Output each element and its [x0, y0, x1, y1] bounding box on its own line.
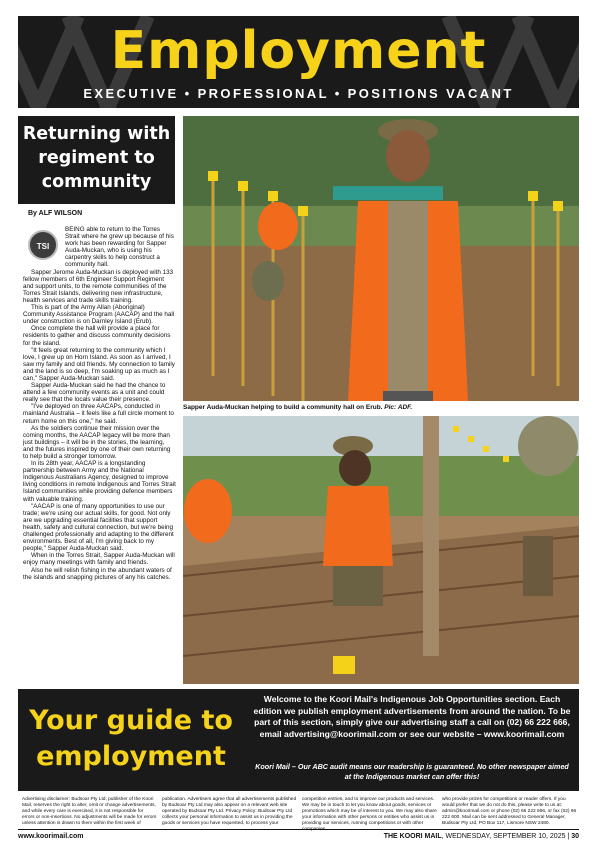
fineprint-column: Advertising disclaimer: Budsoar Pty Ltd, publisher of the Koori Mail, reserves the right to alter, omit or change advertisements, and while every care is exercised, it is not responsible for errors or non-insertions. No adjustments will be made for errors unless attention is drawn to them within the first week of [22, 797, 157, 826]
article-paragraph: Also he will relish fishing in the abundant waters of the islands and snapping pictures of any his catches. [23, 566, 172, 581]
article-paragraph: "I've deployed on three AACAPs, conducted in mainland Australia – it feels like a full circle moment to return home on this one," he said. [23, 403, 174, 425]
footer-paper-name: THE KOORI MAIL [383, 833, 442, 840]
article-paragraph: BEING able to return to the Torres Strait where he grew up because of his work has been rewarding for Sapper Auda-Muckan, who is using his carpentry skills to help construct a community hall. [65, 226, 174, 269]
article-paragraph: "AACAP is one of many opportunities to use our trade; we're using our actual skills, for good. Not only are we upgrading essential facilities that support health, safety and cultural connection, but we're being challenged professionally and adapting to the different environments. Best of all, I'm giving back to my people," Sapper Auda-Muckan said. [23, 502, 174, 553]
article-paragraph: In its 28th year, AACAP is a longstanding partnership between Army and the National Indigenous Australians Agency, designed to improve living conditions in remote Indigenous and Torres Strait Island communities while providing defence members with valuable training. [23, 460, 176, 503]
article-paragraph: Once complete the hall will provide a place for residents to gather and discuss community decisions for the island. [23, 325, 171, 347]
footer-page-info [384, 833, 579, 840]
article-paragraph: "It feels great returning to the community which I love, I grew up on Horn Island. As soon as I arrived, I saw my family and old friends. My connection to family and the land is so deep, I'm soaking up as much as I can," Sapper Auda-Muckan said. [23, 346, 175, 382]
guide-title: Your guide to employment [29, 705, 233, 772]
article-paragraph: When in the Torres Strait, Sapper Auda-Muckan will enjoy many meetings with family and friends. [23, 552, 175, 567]
article-paragraph: Sapper Auda-Muckan said he had the chance to attend a few community events as a unit and could really see that the locals value their presence. [23, 382, 166, 404]
section-subtitle: EXECUTIVE • PROFESSIONAL • POSITIONS VACANT [83, 86, 514, 101]
photo-illustration [183, 416, 579, 684]
guide-note: Koori Mail – Our ABC audit means our readership is guaranteed. No other newspaper aimed at the Indigenous market can offer this! [255, 762, 569, 781]
tsi-logo: TSI [28, 230, 58, 260]
photo-illustration [183, 116, 579, 401]
article-paragraph: As the soldiers continue their mission over the coming months, the AACAP legacy will be more than just buildings – it will be in the stories, the learning, and the futures inspired by one of their own returning to help build a stronger tomorrow. [23, 424, 171, 460]
footer-page-number: 30 [571, 833, 579, 840]
article-photo-secondary [183, 416, 579, 684]
section-title: Employment [110, 21, 487, 81]
footer-date: , WEDNESDAY, SEPTEMBER 10, 2025 | [441, 833, 572, 840]
photo-credit: Pic: ADF. [384, 404, 413, 411]
article-photo-main [183, 116, 579, 401]
photo-caption: Sapper Auda-Muckan helping to build a community hall on Erub. Pic: ADF. [183, 404, 413, 411]
fineprint-column: who provide prizes for competitions or reader offers. If you would prefer that we do not do this, please write to us at: admin@koorimail.com or phone (02) 66 222 666, or fax (02) 66 222 600. Mail can be sent addressed to General Manager, Budsoar Pty Ltd, PO Box 117, Lismore NSW 2480. [442, 797, 577, 826]
footer-rule [18, 829, 579, 830]
fineprint-column: publication. Advertisers agree that all advertisements published by Budsoar Pty Ltd may also appear on a relevant web site operated by Budsoar Pty Ltd. Privacy Policy: Budsoar Pty Ltd collects your personal information to assist us in providing the goods or services you have requested, to process your [162, 797, 297, 826]
article-paragraph: Sapper Jerome Auda-Muckan is deployed with 133 fellow members of 6th Engineer Support Regiment and support units, to the remote communities of the Torres Strait Islands, delivering new infrastructure, health services and trade skills training. [23, 268, 174, 304]
article-paragraph: This is part of the Army Allan (Aboriginal) Community Assistance Program (AACAP) and the hall under construction is on Darnley Island (Erub). [23, 304, 175, 326]
article-byline: By ALF WILSON [28, 210, 83, 217]
section-banner [18, 16, 579, 108]
footer-website[interactable]: www.koorimail.com [18, 833, 84, 840]
fineprint-column: competition entries, and to improve our products and services. We may be in touch to let you know about goods, services or promotions which may be of interest to you. We may also share your information with other persons or entities who assist us in providing our services, running competitions or with other [302, 797, 437, 826]
article-headline: Returning with regiment to community [18, 116, 175, 204]
guide-text: Welcome to the Koori Mail's Indigenous Job Opportunities section. Each edition we publish employment advertisements from around the nation. To be part of this section, simply give our advertising staff a call on (02) 66 222 666, email advertising@koorimail.com or see our website – www.koorimail.com [253, 694, 571, 739]
article-body [23, 226, 176, 581]
